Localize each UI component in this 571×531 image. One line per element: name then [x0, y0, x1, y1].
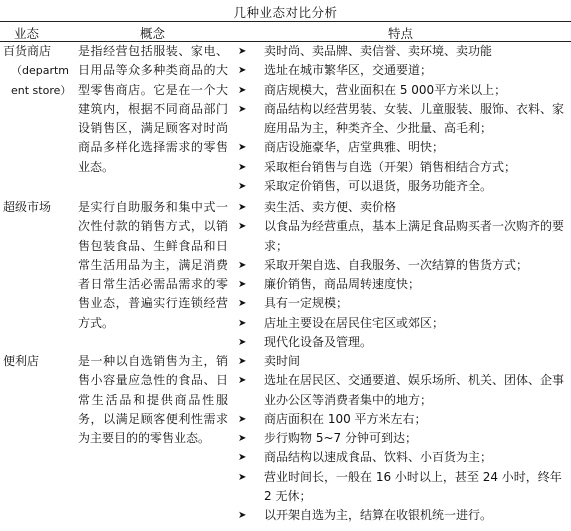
- feature-text: 店址主要设在居民住宅区或郊区；: [264, 315, 445, 330]
- list-item: [236, 198, 568, 217]
- arrow-bullet-icon: ➤: [238, 471, 247, 483]
- feature-text: 卖时尚、卖品牌、卖信誉、卖环境、卖功能: [264, 44, 493, 58]
- feature-list: [236, 198, 568, 352]
- feature-text: 采取开架自选、自我服务、一次结算的售货方式；: [264, 257, 529, 272]
- feature-text: 具有一定规模；: [264, 296, 349, 311]
- list-item: [236, 217, 568, 256]
- arrow-bullet-icon: ➤: [238, 337, 247, 349]
- feature-text: 选址在居民区、交通要道、娱乐场所、机关、团体、企事业办公区等消费者集中的地方；: [264, 373, 565, 407]
- feature-text: 商品结构以速成食品、饮料、小百货为主；: [264, 450, 493, 465]
- feature-text: 商店面积在 100 平方米左右；: [264, 411, 427, 426]
- list-item: [236, 294, 568, 313]
- arrow-bullet-icon: ➤: [238, 413, 247, 425]
- arrow-bullet-icon: ➤: [238, 259, 247, 271]
- feature-text: 营业时间长，一般在 16 小时以上，甚至 24 小时，终年 2 无休；: [264, 469, 562, 504]
- arrow-bullet-icon: ➤: [238, 84, 247, 96]
- table-title: 几种业态对比分析: [233, 5, 338, 20]
- feature-text: 卖生活、卖方便、卖价格: [264, 200, 397, 214]
- list-item: [236, 81, 568, 100]
- feature-list: [236, 352, 568, 526]
- list-item: [236, 429, 568, 448]
- list-item: [236, 256, 568, 275]
- list-item: [236, 333, 568, 352]
- business-name-zh: 百货商店: [3, 44, 52, 58]
- arrow-bullet-icon: ➤: [238, 103, 247, 115]
- header-concept: 概念: [140, 26, 166, 41]
- arrow-bullet-icon: ➤: [238, 433, 247, 445]
- arrow-bullet-icon: ➤: [238, 202, 247, 213]
- arrow-bullet-icon: ➤: [238, 452, 247, 464]
- arrow-bullet-icon: ➤: [238, 356, 247, 367]
- feature-text: 选址在城市繁华区，交通要道；: [264, 63, 433, 78]
- list-item: [236, 352, 568, 371]
- arrow-bullet-icon: ➤: [238, 221, 247, 233]
- feature-text: 商店规模大，营业面积在 5 000平方米以上；: [264, 82, 507, 97]
- business-name: [3, 352, 71, 371]
- arrow-bullet-icon: ➤: [238, 142, 247, 154]
- business-concept: 是指经营包括服装、家电、日用品等众多种类商品的大型零售商店。它是在一个大建筑内，根据不同商品部门设销售区，满足顾客对时尚商品多样化选择需求的零售业态。: [78, 44, 228, 174]
- list-item: [236, 275, 568, 294]
- list-item: [236, 158, 568, 177]
- feature-text: 商品结构以经营男装、女装、儿童服装、服饰、衣料、家庭用品为主，种类齐全、少批量、高毛利；: [264, 101, 565, 136]
- arrow-bullet-icon: ➤: [238, 161, 247, 173]
- business-name-zh: 便利店: [3, 354, 40, 368]
- arrow-bullet-icon: ➤: [238, 510, 247, 522]
- list-item: [236, 468, 568, 507]
- list-item: [236, 100, 568, 139]
- header-business: 业态: [14, 26, 40, 41]
- list-item: [236, 410, 568, 429]
- list-item: [236, 138, 568, 157]
- header-features: 特点: [388, 26, 414, 41]
- arrow-bullet-icon: ➤: [238, 317, 247, 329]
- list-item: [236, 448, 568, 467]
- list-item: [236, 61, 568, 80]
- feature-text: 采取柜台销售与自选（开架）销售相结合方式；: [264, 159, 517, 174]
- business-name-en: （department store）: [11, 64, 72, 97]
- business-name: [3, 42, 71, 100]
- arrow-bullet-icon: ➤: [238, 181, 247, 193]
- feature-text: 商店设施豪华，店堂典雅、明快；: [264, 140, 445, 155]
- business-name-zh: 超级市场: [3, 200, 52, 214]
- arrow-bullet-icon: ➤: [238, 298, 247, 310]
- arrow-bullet-icon: ➤: [238, 375, 247, 387]
- feature-list: [236, 42, 568, 196]
- list-item: [236, 506, 568, 525]
- business-concept: 是一种以自选销售为主，销售小容量应急性的食品、日常生活品和提供商品性服务，以满足顾客便利性需求为主要目的的零售业态。: [78, 354, 228, 446]
- feature-text: 以食品为经营重点，基本上满足食品购买者一次购齐的要求；: [264, 219, 565, 253]
- feature-text: 以开架自选为主，结算在收银机统一进行。: [264, 508, 493, 523]
- list-item: [236, 177, 568, 196]
- feature-text: 廉价销售，商品周转速度快；: [264, 277, 421, 292]
- business-name: [3, 198, 71, 217]
- feature-text: 采取定价销售，可以退货，服务功能齐全。: [264, 179, 493, 194]
- arrow-bullet-icon: ➤: [238, 46, 247, 57]
- arrow-bullet-icon: ➤: [238, 65, 247, 77]
- top-rule: [0, 21, 571, 22]
- arrow-bullet-icon: ➤: [238, 279, 247, 291]
- feature-text: 步行购物 5~7 分钟可到达；: [264, 431, 417, 446]
- business-concept: 是实行自助服务和集中式一次性付款的销售方式，以销售包装食品、生鲜食品和日常生活用品为主，满足消费者日常生活必需品需求的零售业态，普遍实行连锁经营方式。: [78, 200, 228, 330]
- feature-text: 卖时间: [264, 354, 301, 368]
- list-item: [236, 314, 568, 333]
- feature-text: 现代化设备及管理。: [264, 335, 373, 350]
- list-item: [236, 42, 568, 61]
- list-item: [236, 371, 568, 410]
